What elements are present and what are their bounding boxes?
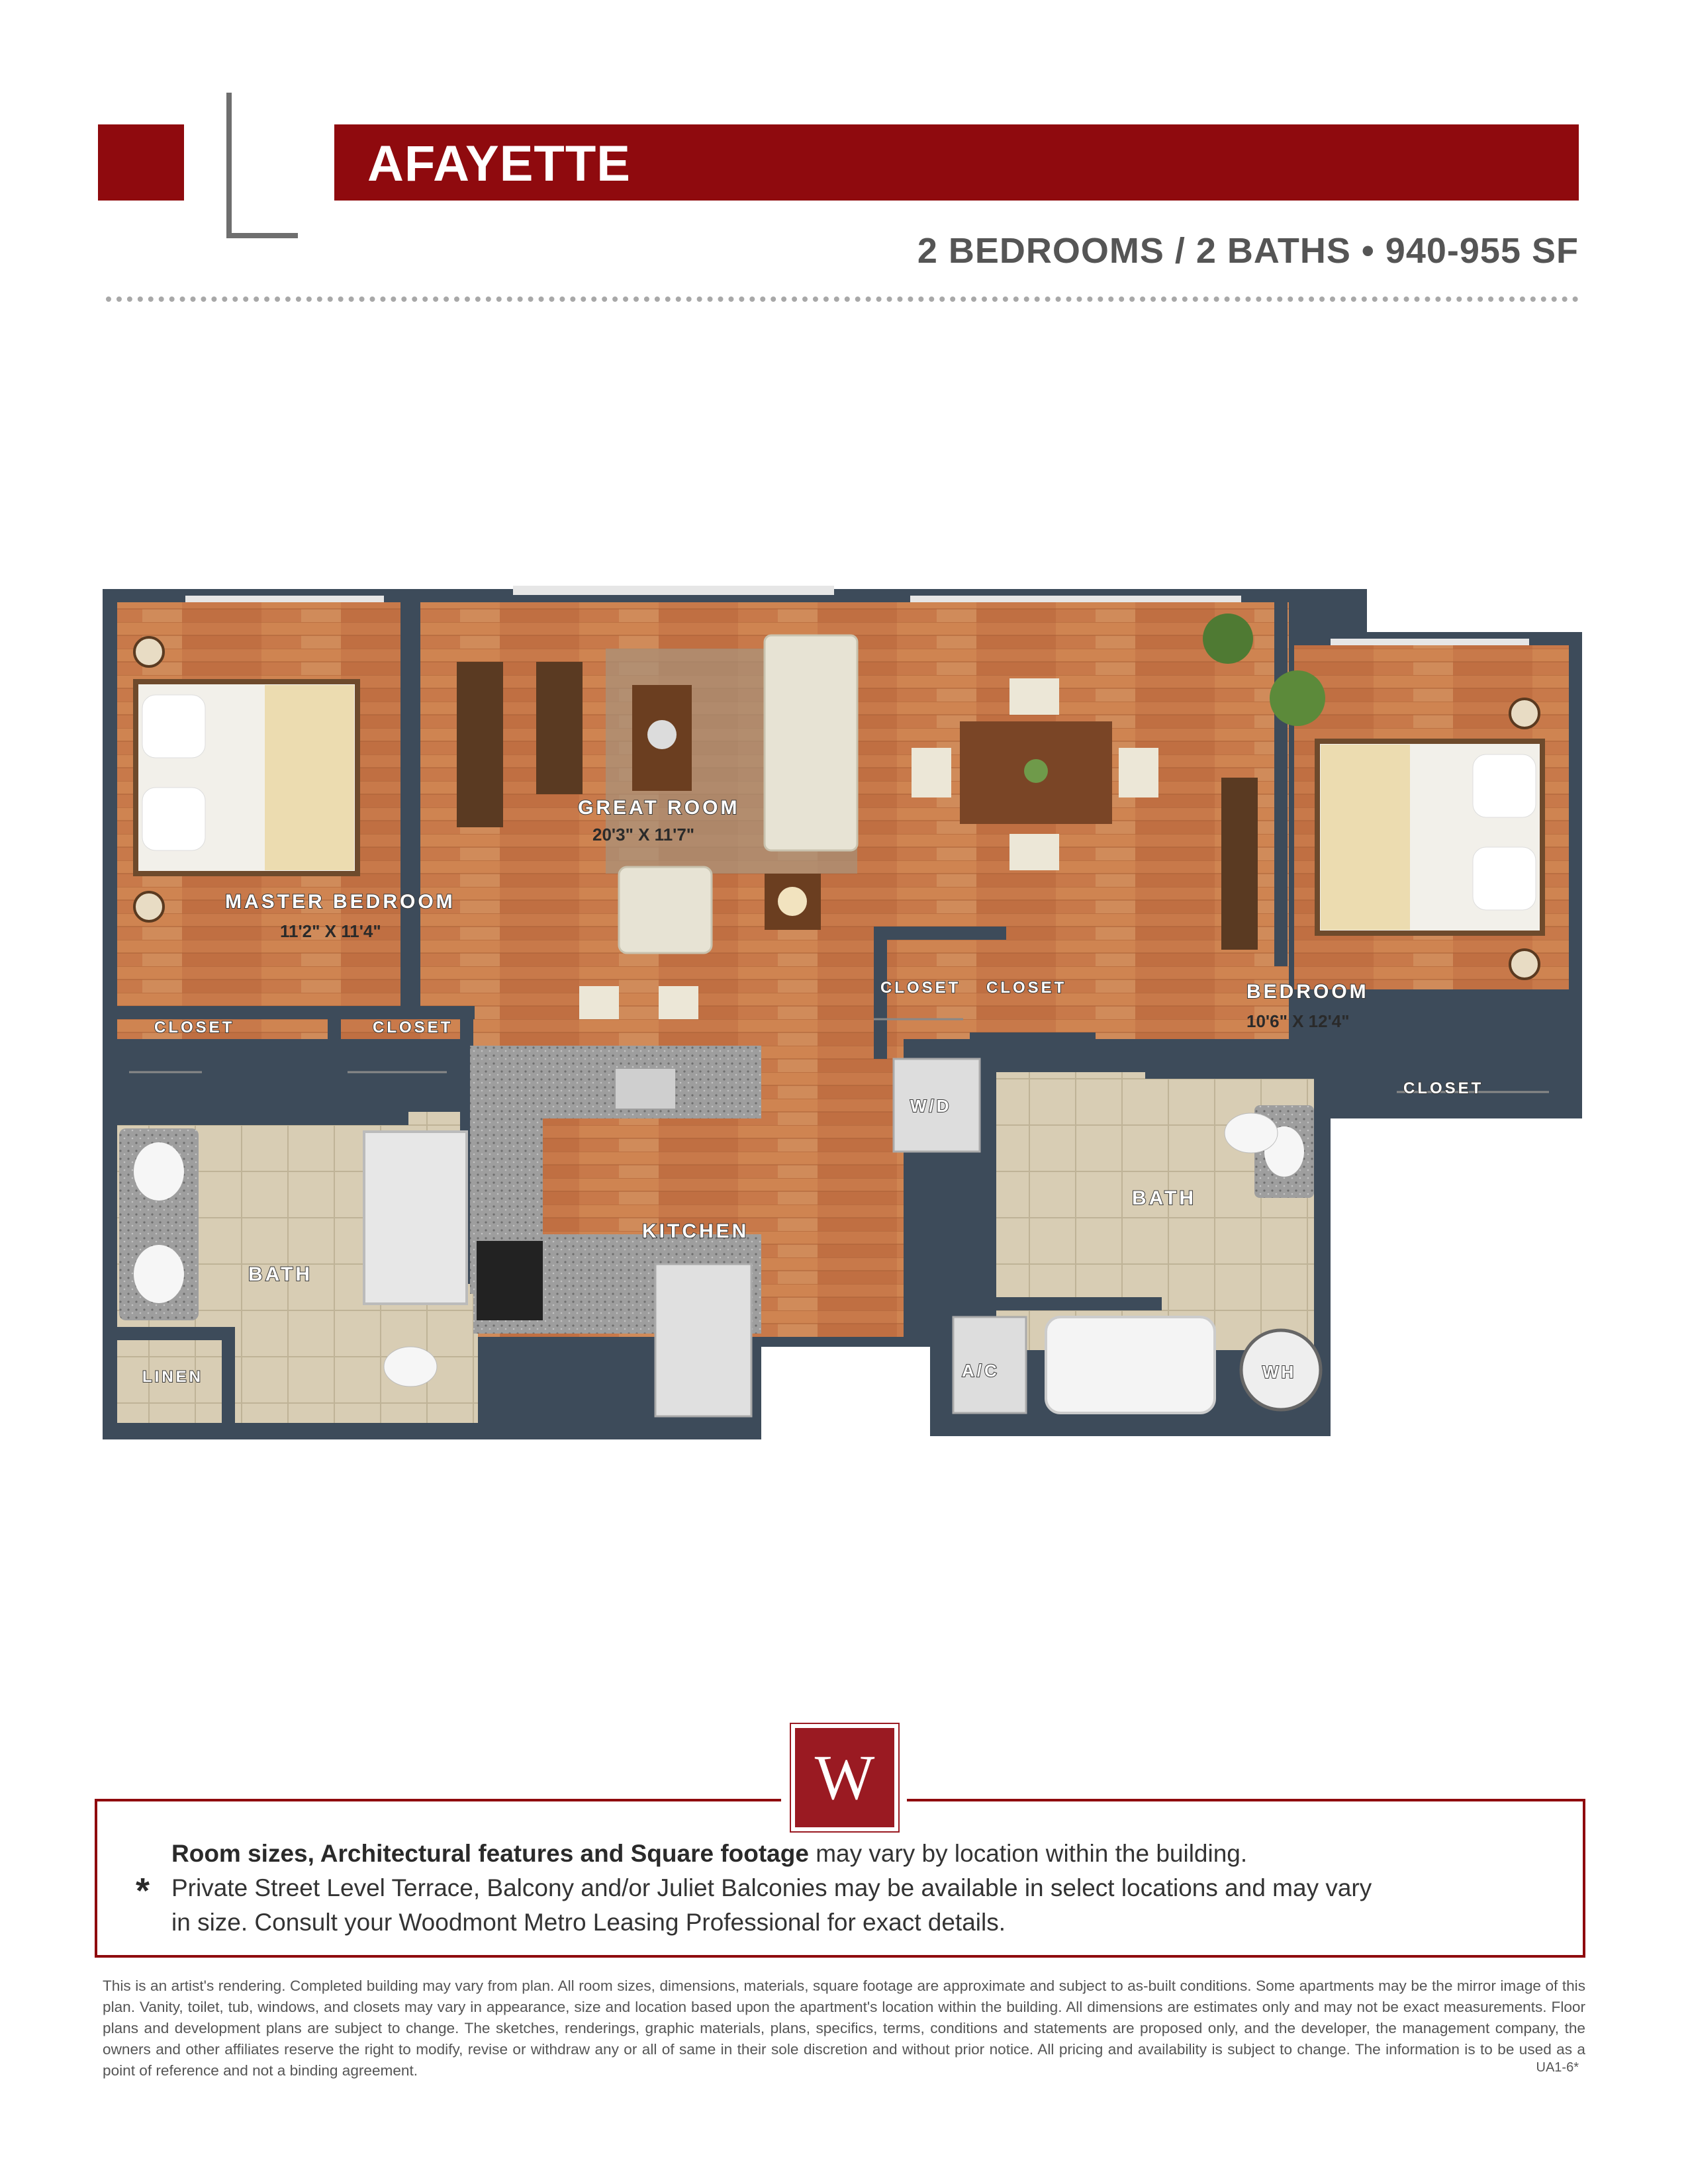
room-great-room-dims: 20'3" X 11'7": [592, 825, 695, 844]
room-ac-label: A/C: [962, 1361, 1000, 1381]
room-master-bedroom-label: MASTER BEDROOM: [225, 891, 455, 913]
room-wd-label: W/D: [910, 1096, 952, 1116]
notice-line-2: Private Street Level Terrace, Balcony and/or Juliet Balconies may be available in select locations and may vary: [171, 1874, 1372, 1901]
plan-title: AFAYETTE: [367, 136, 631, 192]
asterisk-icon: *: [136, 1871, 150, 1911]
room-wh-label: WH: [1262, 1362, 1297, 1382]
room-closet-label: CLOSET: [373, 1019, 453, 1036]
legal-disclaimer: This is an artist's rendering. Completed building may vary from plan. All room sizes, dimensions, materials, square footage are approximate and subject to as-built conditions. Some apartments may be the mirror image of this plan. Vanity, toilet, tub, windows, and closets may vary in appearance, size and location based upon the apartment's location within the building. All dimensions are estimates only and may not be exact measurements. Floor plans and development plans are subject to change. The sketches, renderings, graphic materials, plans, specifics, terms, conditions and statements are proposed only, and the developer, the management company, the owners and other affiliates reserve the right to modify, revise or withdraw any or all of same in their sole discretion and without prior notice. All pricing and availability is subject to change. The information is to be used as a point of reference and not a binding agreement.: [103, 1978, 1585, 2079]
room-bedroom-dims: 10'6" X 12'4": [1246, 1011, 1350, 1031]
room-kitchen-label: KITCHEN: [642, 1220, 749, 1242]
room-linen-label: LINEN: [142, 1368, 203, 1386]
room-closet-label: CLOSET: [880, 979, 961, 997]
title-banner: [334, 124, 1579, 201]
room-bath-left-label: BATH: [248, 1263, 313, 1285]
room-master-bedroom-dims: 11'2" X 11'4": [280, 921, 381, 941]
unit-specs: 2 BEDROOMS / 2 BATHS • 940-955 SF: [917, 231, 1579, 271]
plan-letter-mark: [207, 71, 306, 237]
room-bath-right-label: BATH: [1132, 1187, 1197, 1209]
room-closet-label: CLOSET: [154, 1019, 235, 1036]
notice-line-3: in size. Consult your Woodmont Metro Leasing Professional for exact details.: [171, 1909, 1006, 1936]
plan-code: UA1-6*: [1536, 2060, 1579, 2075]
room-closet-label: CLOSET: [986, 979, 1067, 997]
floor-plan-rendering: [103, 569, 1582, 1439]
woodmont-logo: W: [791, 1724, 898, 1831]
room-great-room-label: GREAT ROOM: [578, 797, 740, 819]
header-accent-block: [98, 124, 184, 201]
room-closet-label: CLOSET: [1403, 1079, 1484, 1097]
room-bedroom-label: BEDROOM: [1246, 981, 1369, 1003]
notice-line-1: Room sizes, Architectural features and Square footage may vary by location within the building.: [171, 1840, 1248, 1867]
dotted-divider: [106, 296, 1579, 302]
